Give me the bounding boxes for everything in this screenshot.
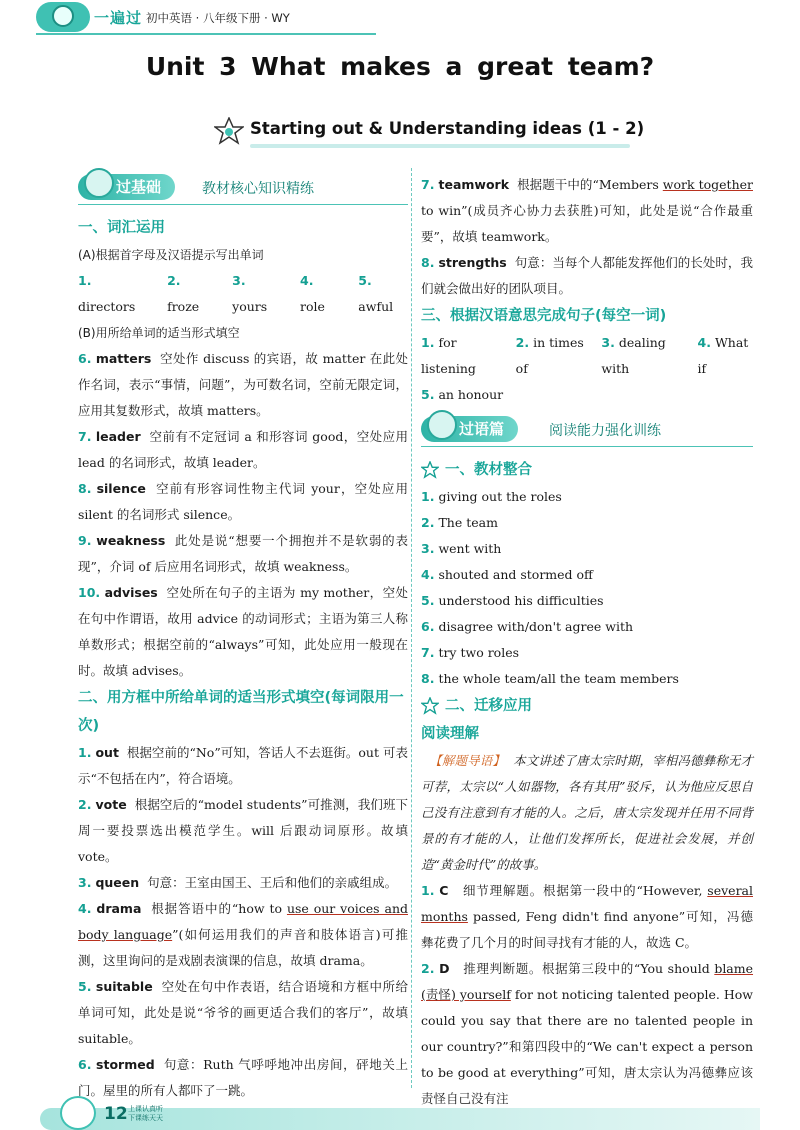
part3-heading: 三、根据汉语意思完成句子(每空一词) — [421, 308, 667, 324]
answer-item: 2. D 推理判断题。根据第三段中的“You should blame (责怪) yourself for not noticing talented people. How could you say that there are no talented people in our country?”和第四段中的“We can't expect a person to be good at everything”可知，唐太宗认为冯德彝应该责怪自己没有注 — [421, 961, 754, 1106]
answer-item: 2. in times of — [515, 335, 584, 376]
intro-tag: 【解题导语】 — [429, 753, 505, 768]
page-header — [0, 0, 800, 40]
star-icon — [421, 461, 439, 479]
part2-heading: 二、用方框中所给单词的适当形式填空(每词限用一次) — [78, 690, 404, 734]
answer-item: 2. vote 根据空后的“model students”可推测，我们班下周一要投票选出模范学生。will 后跟动词原形。故填 vote。 — [78, 797, 408, 864]
column-divider — [411, 168, 412, 1088]
answer-item: 5. awful — [358, 273, 394, 314]
mascot-icon — [427, 410, 457, 440]
answer-item: 1. C 细节理解题。根据第一段中的“However, several months passed, Feng didn't find anyone”可知，冯德彝花费了几个月的时间寻找有才能的人，故选 C。 — [421, 883, 753, 950]
answer-item: 4. What if — [697, 335, 749, 376]
banner-desc: 教材核心知识精练 — [202, 181, 314, 197]
banner-label: 过语篇 — [421, 416, 518, 442]
answer-item: 6. stormed 句意：Ruth 气呼呼地冲出房间，砰地关上门。屋里的所有人都吓了一跳。 — [78, 1057, 408, 1098]
part1-a-answers — [78, 268, 408, 320]
answer-item: 9. weakness 此处是说“想要一个拥抱并不是软弱的表现”，介词 of 后应用名词形式，故填 weakness。 — [78, 533, 408, 574]
banner-underline — [421, 446, 753, 447]
answer-item: 1. for listening — [421, 335, 476, 376]
answer-item: 8. silence 空前有形容词性物主代词 your，空处应用 silent 的名词形式 silence。 — [78, 481, 409, 522]
answer-item: 6. disagree with/don't agree with — [421, 619, 634, 634]
answer-item: 7. teamwork 根据题干中的“Members work together to win”(成员齐心协力去获胜)可知，此处是说“合作最重要”，故填 teamwork。 — [421, 177, 753, 244]
answer-item: 3. queen 句意：王室由国王、王后和他们的亲戚组成。 — [78, 875, 398, 890]
answer-item: 5. an honour — [421, 387, 504, 402]
answer-item: 2. froze — [167, 273, 200, 314]
answer-item: 8. the whole team/all the team members — [421, 671, 679, 686]
answer-item: 2. The team — [421, 515, 498, 530]
brand-name: 一遍过 — [94, 9, 143, 27]
section-banner-reading — [421, 414, 753, 448]
banner-underline — [78, 204, 408, 205]
answer-item: 4. drama 根据答语中的“how to use our voices and body language”(如何运用我们的声音和肢体语言)可推测，这里询问的是戏剧表演课的信息，故填 drama。 — [78, 901, 409, 968]
part4-heading-text: 一、教材整合 — [445, 462, 532, 478]
mascot-icon — [52, 5, 74, 27]
part5-heading — [421, 692, 753, 720]
part1-heading: 一、词汇运用 — [78, 220, 165, 236]
left-column — [78, 172, 408, 1104]
answer-item: 5. understood his difficulties — [421, 593, 604, 608]
reading-intro: 【解题导语】 本文讲述了唐太宗时期，宰相冯德彝称无才可荐，太宗以“人如器物，各有其用”驳斥，认为他应反思自己没有注意到有才能的人。之后，唐太宗发现并任用不同背景的有才能的人，让他们发挥所长，促进社会发展，并创造“黄金时代”的故事。 — [421, 753, 753, 872]
section-banner-basics — [78, 172, 408, 206]
answer-item: 7. leader 空前有不定冠词 a 和形容词 good，空处应用 lead 的名词形式，故填 leader。 — [78, 429, 408, 470]
answer-item: 1. giving out the roles — [421, 489, 562, 504]
lesson-subtitle: Starting out & Understanding ideas (1 - 2) — [250, 119, 645, 138]
part4-heading — [421, 456, 753, 484]
brand-logo — [36, 2, 90, 32]
footer-note: 上课认真听 下课练天天 — [128, 1105, 163, 1122]
lesson-subtitle-block — [210, 115, 645, 149]
unit-title: Unit 3 What makes a great team? — [145, 52, 655, 81]
answer-item: 7. try two roles — [421, 645, 520, 660]
header-divider — [36, 33, 376, 35]
answer-item: 4. role — [300, 273, 325, 314]
answer-item: 1. out 根据空前的“No”可知，答话人不去逛街。out 可表示“不包括在内”，符合语境。 — [78, 745, 408, 786]
answer-item: 1. directors — [78, 273, 136, 314]
answer-item: 3. dealing with — [601, 335, 666, 376]
banner-label: 过基础 — [78, 174, 175, 200]
mascot-icon — [60, 1096, 96, 1130]
answer-item: 5. suitable 空处在句中作表语，结合语境和方框中所给单词可知，此处是说“爷爷的画更适合我们的客厅”，故填 suitable。 — [78, 979, 408, 1046]
answer-item: 8. strengths 句意：当每个人都能发挥他们的长处时，我们就会做出好的团队项目。 — [421, 255, 753, 296]
answer-item: 10. advises 空处所在句子的主语为 my mother，空处在句中作谓语，故用 advice 的动词形式；主语为第三人称单数形式；根据空前的“always”可知，此处应用一般现在时。故填 advises。 — [78, 585, 409, 678]
right-column — [421, 172, 753, 1112]
reading-subheading: 阅读理解 — [421, 726, 479, 742]
star-icon — [421, 697, 439, 715]
page-footer — [0, 1094, 800, 1130]
subtitle-underline — [250, 144, 630, 148]
answer-item: 3. went with — [421, 541, 502, 556]
banner-desc: 阅读能力强化训练 — [549, 423, 661, 439]
mascot-icon — [84, 168, 114, 198]
answer-item: 6. matters 空处作 discuss 的宾语，故 matter 在此处作名词，表示“事情，问题”，为可数名词，空前无限定词，应用其复数形式，故填 matters。 — [78, 351, 408, 418]
part5-heading-text: 二、迁移应用 — [445, 698, 532, 714]
part3-answers-row2 — [421, 382, 753, 408]
part1-b-label: (B)用所给单词的适当形式填空 — [78, 326, 240, 340]
book-subtitle: 初中英语 · 八年级下册 · WY — [146, 11, 290, 25]
part1-a-label: (A)根据首字母及汉语提示写出单词 — [78, 248, 264, 262]
page-number: 12 — [104, 1104, 128, 1124]
part3-answers-row1 — [421, 330, 753, 382]
answer-item: 3. yours — [232, 273, 268, 314]
star-icon — [214, 117, 244, 145]
answer-item: 4. shouted and stormed off — [421, 567, 593, 582]
